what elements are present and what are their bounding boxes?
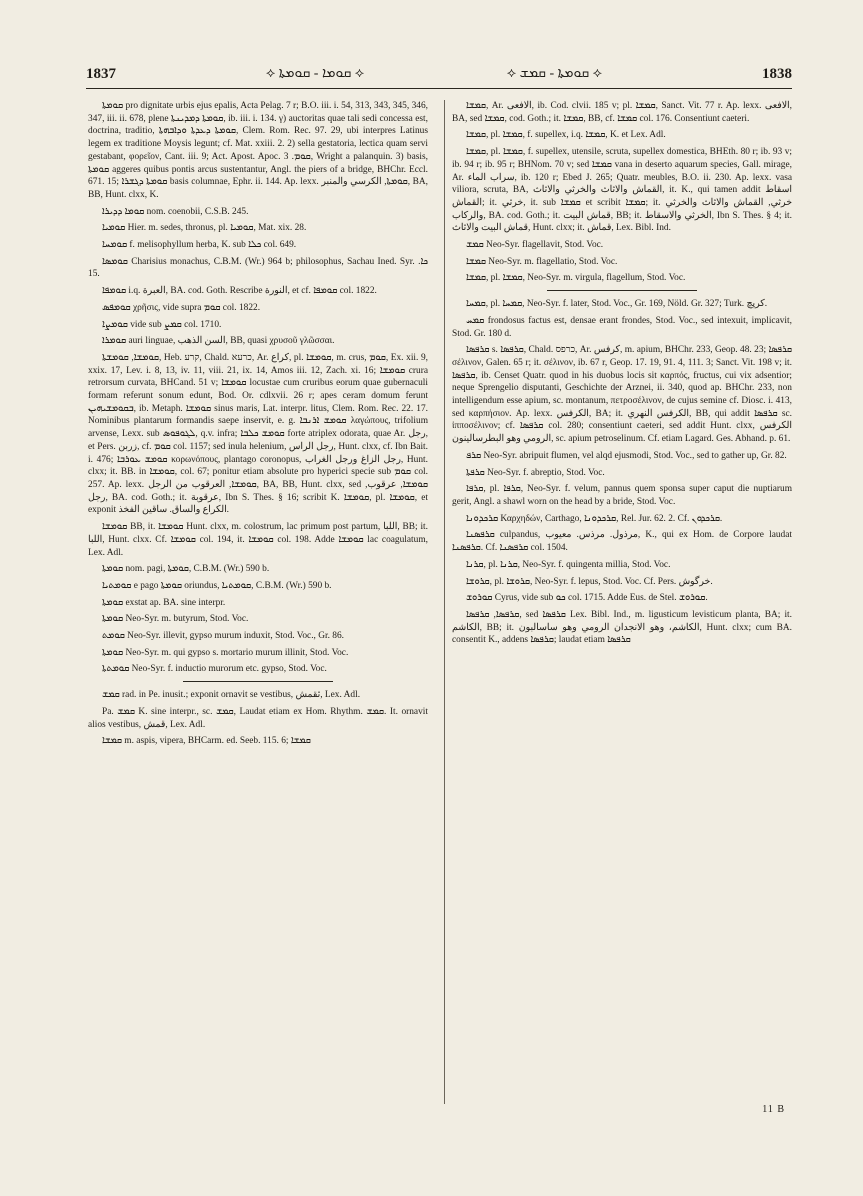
dictionary-entry: ܩܘܡܬܝܐ e pago ܩܘܡܬܐ oriundus, ܩܘܡܬܝܐ, C.B.M. (Wr.) 590 b.: [102, 580, 332, 591]
dictionary-entry: ܩܪܦ Neo-Syr. abripuit flumen, vel alqd ejusmodi, Stod. Voc., sed to gather up, Gr. 82.: [466, 450, 787, 461]
dictionary-entry: ܩܘܪܘܫ Cyrus, vide sub ܟܘ col. 1715. Adde Eus. de Stel. ܩܘܪܘܫ.: [466, 593, 708, 604]
dictionary-entry: ܩܘܡܬܐ exstat ap. BA. sine interpr.: [102, 597, 226, 608]
dictionary-entry: ܩܘܡܨܐ vide sub ܩܡܨ col. 1710.: [102, 319, 222, 330]
dictionary-entry: ܩܘܡܦܐ i.q. العبرة, BA. cod. Goth. Rescribe النورة, et cf. ܩܘܡܦܐ col. 1822.: [102, 286, 377, 297]
dictionary-entry: ܩܪܢܐ, pl. ܩܪܢܐ, Neo-Syr. f. quingenta millia, Stod. Voc.: [466, 559, 671, 570]
dictionary-entry: ܩܪܦܣܐ s. ܩܪܦܣܐ, Chald. כרפס, Ar. كرفس, m. apium, BHChr. 233, Geop. 48. 23; ܩܪܦܣܐ σέλινον, Galen. 65 r; it. σέλινον, ib. 67 r, Geop. 17. 19, 91. 4, 111. 3; Sanct. Vit. 198 v; it. ܩܪܦܣܐ, ib. Censet Quatr. quod in his duobus locis sit καρπός, fructus, cui vix adsentior; neque Sprengelio disputanti, Geschichte der Arznei, ii. 340, quod ap. BHChr. 233, non intelligendum esse apium, sc. montanum, πετροσέλινον, de cujus semine cf. Diosc. i. 413, sed καρπήσιον. Ap. lexx. الكرفس, BA; it. الكرفس النهري, BB, qui addit ܩܪܦܣܐ sc. ἱπποσέλινον; cf. ܩܪܦܣܐ col. 280; consentiunt caeteri, sed addit Hunt. clxx, الكرفس الرومي وهو البطرسالينون, sc. apium petroselinum. Cf. etiam Lagard. Ges. Abhand. p. 61.: [452, 345, 792, 445]
dictionary-entry: ܩܡܫܐ m. aspis, vipera, BHCarm. ed. Seeb. 115. 6; ܩܡܫܐ: [102, 736, 311, 747]
dictionary-entry: ܩܘܡܫܐ, ܩܘܡܫܬܐ, Heb. קרע, Chald. כרעא, Ar. كراع, pl. ܩܘܡܫܐ, m. crus, ܩܘܡ, Ex. xii. 9, xxix. 17, Lev. i. 8, 13, iv. 11, viii. 21, ix. 14, Amos iii. 12, Zach. xi. 16; ܩܘܡܫܐ crura retrorsum curvata, BHCand. 51 v; ܩܘܡܫܐ locustae cum cruribus eorum quae gubernaculi formam referunt sonum edunt, Bod. Or. cdlxvii. 26 r; apes ceram domum ferunt ܒܩܘܡܫܝܗܝܢ, ib. Metaph. ܩܘܡܫܐ sinus maris, Lat. interpr. litus, Clem. Rom. Rec. 22. 17. Nominibus plantarum formandis saepe inservit, e. g. ܩܘܡܫ ܐܪܢܒܐ λαγώπους, trifolium arvense, Lexx. sub ܠܓܘܦܘܣ, q.v. infra; ܩܘܡܫ ܟܠܒܐ forte atriplex odorata, quae Ar. رجل, et Pers. زربن, cf. ܩܘܡ col. 1157; sed inula helenium, رجل الراس, Hunt. clxx, cf. Ibn Bait. i. 476; ܩܘܡܫ ܥܘܪܒܐ κορωνόπους, plantago coronopus, رجل الزاغ ورجل الغراب, Hunt. clxx; it. BB. in ܩܘܡܫܐ, col. 67; ponitur etiam absolute pro hyperici specie sub ܩܘܡ col. 257. Ap. lexx. ܩܘܡܫܐ, العرقوب من الرجل, BA, BB, Hunt. clxx, sed ܩܘܡܫܐ, عرقوب, رجل, BA. cod. Goth.; it. عرقوبة, Ibn S. Thes. § 16; scribit K. ܩܘܡܫܐ, pl. ܩܘܡܫܐ, et exponit الكراع والساق. ساقين الفخذ.: [88, 352, 428, 516]
left-column: [88, 100, 428, 1108]
header-rule: [86, 88, 792, 89]
dictionary-entry: ܩܡܫܐ, pl. ܩܡܫܐ, Neo-Syr. m. virgula, flagellum, Stod. Voc.: [466, 273, 686, 284]
right-page-number: 1838: [762, 66, 792, 82]
dictionary-entry: ܩܡܫܐ, Ar. الافعى, ib. Cod. clvii. 185 v; pl. ܩܡܫܐ, Sanct. Vit. 77 r. Ap. lexx. الافعى, BA, sed ܩܡܫܐ, cod. Goth.; it. ܩܡܫܐ, BB, cf. ܩܡܫܐ col. 176. Consentiunt caeteri.: [452, 101, 792, 124]
column-separator: [444, 100, 445, 1104]
dictionary-entry: ܩܪܟܕܘܢܐ Καρχηδών, Carthago, ܩܪܟܕܘܢܐ, Rel. Jur. 62. 2. Cf. ܩܪܟܕܘܢ.: [466, 513, 723, 524]
dictionary-entry: ܩܪܦܣܢܐ culpandus, مرذول. مرذس. معيوب, K., qui ex Hom. de Corpore laudat ܩܪܦܣܢܐ. Cf. ܩܪܦܣܢܐ col. 1504.: [452, 530, 792, 554]
dictionary-entry: ܩܘܡܬܐ Neo-Syr. m. butyrum, Stod. Voc.: [102, 614, 249, 625]
dictionary-entry: ܩܘܡܬ Neo-Syr. illevit, gypso murum induxit, Stod. Voc., Gr. 86.: [102, 631, 345, 642]
left-running-head: ⟡ ܩܘܡܐ - ܩܘܡܬܐ ⟡: [266, 66, 365, 81]
dictionary-entry: ܩܡܫ rad. in Pe. inusit.; exponit ornavit se vestibus, ثقمش, Lex. Adl.: [102, 690, 361, 701]
dictionary-entry: ܩܘܡܬܬܐ Neo-Syr. f. inductio murorum etc. gypso, Stod. Voc.: [102, 664, 327, 675]
dictionary-entry: Pa. ܩܡܫ K. sine interpr., sc. ܩܡܫ, Laudat etiam ex Hom. Rhythm. ܩܡܫ. It. ornavit alios vestibus, قمش, Lex. Adl.: [88, 706, 428, 730]
dictionary-entry: ܩܘܡܣܐ Charisius monachus, C.B.M. (Wr.) 964 b; philosophus, Sachau Ined. Syr. ܟܐ. 15.: [88, 256, 428, 280]
signature-mark: 11 B: [762, 1104, 785, 1115]
dictionary-entry: ܩܡܫܐ, pl. ܩܡܫܐ, f. supellex, i.q. ܩܡܫܐ, K. et Lex. Adl.: [466, 130, 666, 141]
dictionary-entry: ܩܘܡܬܐ pro dignitate urbis ejus epalis, Acta Pelag. 7 r; B.O. iii. i. 54, 313, 343, 345, 346, 347, iii. ii. 678, plene ܩܘܡܬܐ ܕܡܕܝܢܬܐ, ib. iii. i. 134. γ) auctoritas quae tali sedi concessa est, doctrina, traditio, ܩܘܡܬܐ ܕܥܕܬܐ ܘܕܐܒܗܬܐ, Clem. Rom. Rec. 97. 29, ubi interpres Latinus legem ex traditione Moysis legunt; cf. Mat. xxiii. 2. 2) sella gestatoria, lectica quam servi gestabant, φορεῖον, Cant. iii. 9; Act. Apost. Apoc. ܩܘܡ. 3, Wright a palanquin. 3) basis, ܩܘܡܬܐ aggeres quibus pontis arcus sustentantur, Angl. the piers of a bridge, BHChr. Eccl. 671. 15; ܩܘܡܬܐ ܕܓܫܪܐ basis columnae, Ephr. ii. 144. Ap. lexx. ܩܘܡܬܐ, الكرسي والمنبر, BA, BB, Hunt. clxx, K.: [88, 101, 428, 200]
dictionary-entry: ܩܡܚܐ, pl. ܩܡܚܐ, Neo-Syr. f. later, Stod. Voc., Gr. 169, Nöld. Gr. 327; Turk. كرپچ.: [466, 299, 768, 310]
page-header: [86, 66, 792, 86]
dictionary-entry: ܩܘܡܬܐ nom. pagi, ܩܘܡܬܐ, C.B.M. (Wr.) 590 b.: [102, 564, 270, 575]
right-running-head: ⟡ ܩܘܡܬܐ - ܩܡܫ ⟡: [506, 66, 602, 81]
dictionary-entry: ܩܘܡܐ ܕܕܝܪܐ nom. coenobii, C.S.B. 245.: [102, 206, 249, 217]
right-column: [452, 100, 792, 1108]
dictionary-entry: ܩܡܫܐ Neo-Syr. m. flagellatio, Stod. Voc.: [466, 256, 618, 267]
dictionary-entry: ܩܪܦܐ, pl. ܩܪܦܐ, Neo-Syr. f. velum, pannus quem sponsa super caput die nuptiarum gerit, Angl. a shawl worn on the head by a bride, Stod. Voc.: [452, 484, 792, 507]
dictionary-entry: ܩܘܡܪܐ auri linguae, السن الذهب, BB, quasi χρυσοῦ γλῶσσαι.: [102, 336, 335, 347]
dictionary-entry: ܩܡܚ frondosus factus est, densae erant frondes, Stod. Voc., sed intexuit, implicavit, Stod. Gr. 180 d.: [452, 315, 792, 339]
dictionary-entry: ܩܘܡܦܣ χρῆσις, vide supra ܩܘܡ col. 1822.: [102, 302, 261, 313]
dictionary-entry: ܩܘܡܬܐ Neo-Syr. m. qui gypso s. mortario murum illinit, Stod. Voc.: [102, 647, 349, 658]
dictionary-entry: ܩܡܫܐ, pl. ܩܡܫܐ, f. supellex, utensile, scruta, supellex domestica, BHEth. 80 r; ib. 93 v; ib. 94 r; ib. 95 r; BHNom. 70 v; sed ܩܡܫܐ vana in deserto aquarum species, Gall. mirage, Ar. سراب الماء, ib. 120 r; Ebed J. 265; Quatr. meubles, B.O. ii. 230. Ap. lexx. vasa viliora, scruta, BA, القماش والاثاث والخرثي والاثاث, it. K., qui tamen addit اسقاط القماش; it. خرثي, it. sub ܩܡܫܐ et scribit ܩܡܫܐ; it. خرثي, القماش والاثاث والخرثي والركاب, BA. cod. Goth.; it. قماش البيت, BB; it. الخرثي والاسقاط, Ibn S. Thes. § 4; it. قماش البيت والاثاث, Hunt. clxx; it. قماش, Lex. Bibl. Ind.: [452, 147, 792, 234]
dictionary-entry: ܩܪܦܣܐ, ܩܪܦܣܐ, sed ܩܪܦܣܐ Lex. Bibl. Ind., m. ligusticum levisticum planta, BA; it. الكاشم, BB; it. الكاشم، وهو الانجدان الرومي وهو ساسالبون, Hunt. clxx; cum BA. consentit K., addens ܩܪܦܣܐ; laudat etiam ܩܪܦܣܐ: [452, 609, 792, 646]
dictionary-entry: ܩܘܡܝܐ Hier. m. sedes, thronus, pl. ܩܘܡܝܐ, Mat. xix. 28.: [102, 223, 307, 234]
dictionary-entry: ܩܡܫ Neo-Syr. flagellavit, Stod. Voc.: [466, 240, 604, 251]
dictionary-entry: ܩܪܘܫܐ, pl. ܩܪܘܫܐ, Neo-Syr. f. lepus, Stod. Voc. Cf. Pers. خرگوش.: [466, 576, 713, 587]
section-divider: [183, 681, 333, 682]
dictionary-entry: ܩܘܡܫܐ BB, it. ܩܘܡܫܐ Hunt. clxx, m. colostrum, lac primum post partum, اللبا, BB; it. اللبا, Hunt. clxx. Cf. ܩܘܡܫܐ col. 194, it. ܩܘܡܫܐ col. 198. Adde ܩܘܡܫܐ lac coagulatum, Lex. Adl.: [88, 522, 428, 558]
dictionary-entry: ܩܘܡܚܐ f. melisophyllum herba, K. sub ܟܠܐ col. 649.: [102, 240, 297, 251]
dictionary-entry: ܩܪܦܬܐ Neo-Syr. f. abreptio, Stod. Voc.: [466, 467, 605, 478]
left-page-number: 1837: [86, 66, 116, 82]
section-divider: [547, 290, 697, 291]
